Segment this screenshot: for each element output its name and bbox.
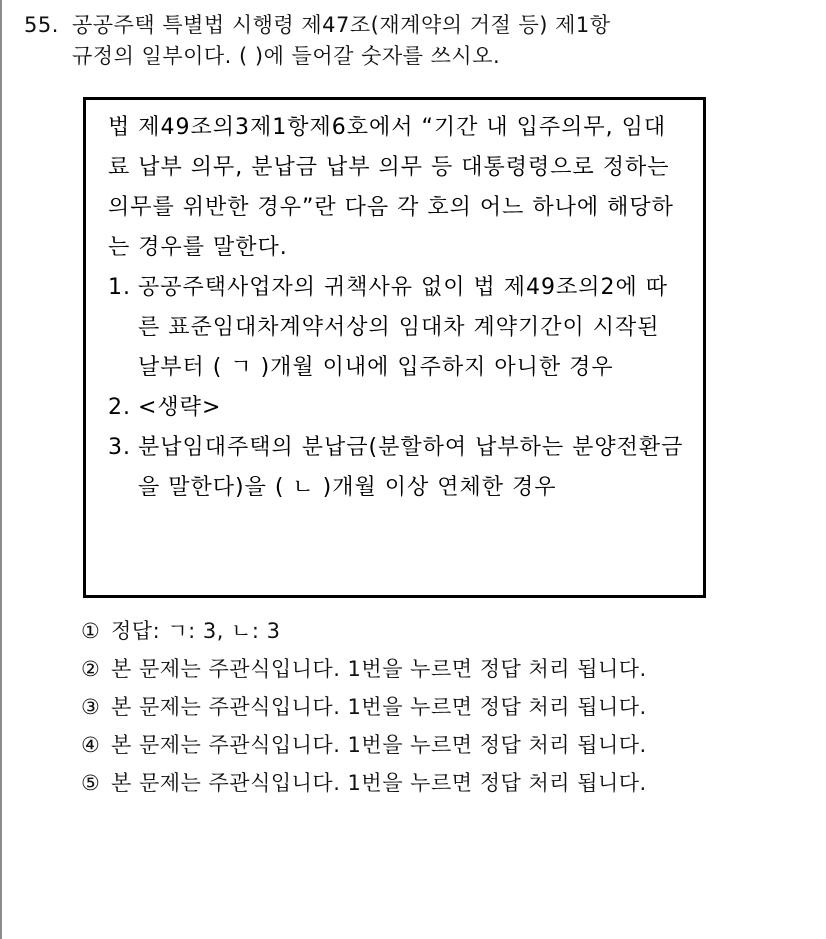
passage-item-2	[108, 388, 688, 428]
choice-4[interactable]	[81, 730, 761, 760]
passage-box	[83, 97, 706, 598]
question-stem	[24, 10, 744, 72]
passage-item-1	[108, 268, 688, 388]
question-text-2: 규정의 일부이다. ( )에 들어갈 숫자를 쓰시오.	[72, 44, 501, 68]
choice-2[interactable]	[81, 654, 761, 684]
passage-content	[108, 108, 688, 508]
choice-text: 본 문제는 주관식입니다. 1번을 누르면 정답 처리 됩니다.	[111, 733, 647, 757]
choice-number-icon: ②	[81, 657, 101, 681]
choice-text: 정답: ㄱ: 3, ㄴ: 3	[111, 619, 281, 643]
choice-3[interactable]	[81, 692, 761, 722]
passage-item-text: 공공주택사업자의 귀책사유 없이 법 제49조의2에 따른 표준임대차계약서상의 임대차 계약기간이 시작된 날부터 ( ㄱ )개월 이내에 입주하지 아니한 경우	[138, 275, 668, 380]
choice-text: 본 문제는 주관식입니다. 1번을 누르면 정답 처리 됩니다.	[111, 657, 647, 681]
choice-5[interactable]	[81, 768, 761, 798]
passage-item-number: 1.	[108, 275, 131, 300]
passage-intro: 법 제49조의3제1항제6호에서 “기간 내 입주의무, 임대료 납부 의무, 분납금 납부 의무 등 대통령령으로 정하는 의무를 위반한 경우”란 다음 각 호의 어느 하나에 해당하는 경우를 말한다.	[108, 115, 674, 260]
question-number: 55.	[24, 13, 59, 37]
choice-number-icon: ①	[81, 619, 101, 643]
choice-1[interactable]	[81, 616, 761, 646]
question-text-1: 공공주택 특별법 시행령 제47조(재계약의 거절 등) 제1항	[72, 13, 611, 37]
passage-item-number: 3.	[108, 435, 131, 460]
answer-choices	[81, 616, 761, 806]
passage-item-text: 분납임대주택의 분납금(분할하여 납부하는 분양전환금을 말한다)을 ( ㄴ )개월 이상 연체한 경우	[138, 435, 684, 500]
choice-number-icon: ⑤	[81, 771, 101, 795]
choice-text: 본 문제는 주관식입니다. 1번을 누르면 정답 처리 됩니다.	[111, 771, 647, 795]
passage-item-text: <생략>	[138, 395, 222, 420]
left-border	[0, 0, 2, 939]
choice-text: 본 문제는 주관식입니다. 1번을 누르면 정답 처리 됩니다.	[111, 695, 647, 719]
choice-number-icon: ③	[81, 695, 101, 719]
passage-item-3	[108, 428, 688, 508]
passage-item-number: 2.	[108, 395, 131, 420]
question-line-1	[24, 10, 744, 41]
choice-number-icon: ④	[81, 733, 101, 757]
